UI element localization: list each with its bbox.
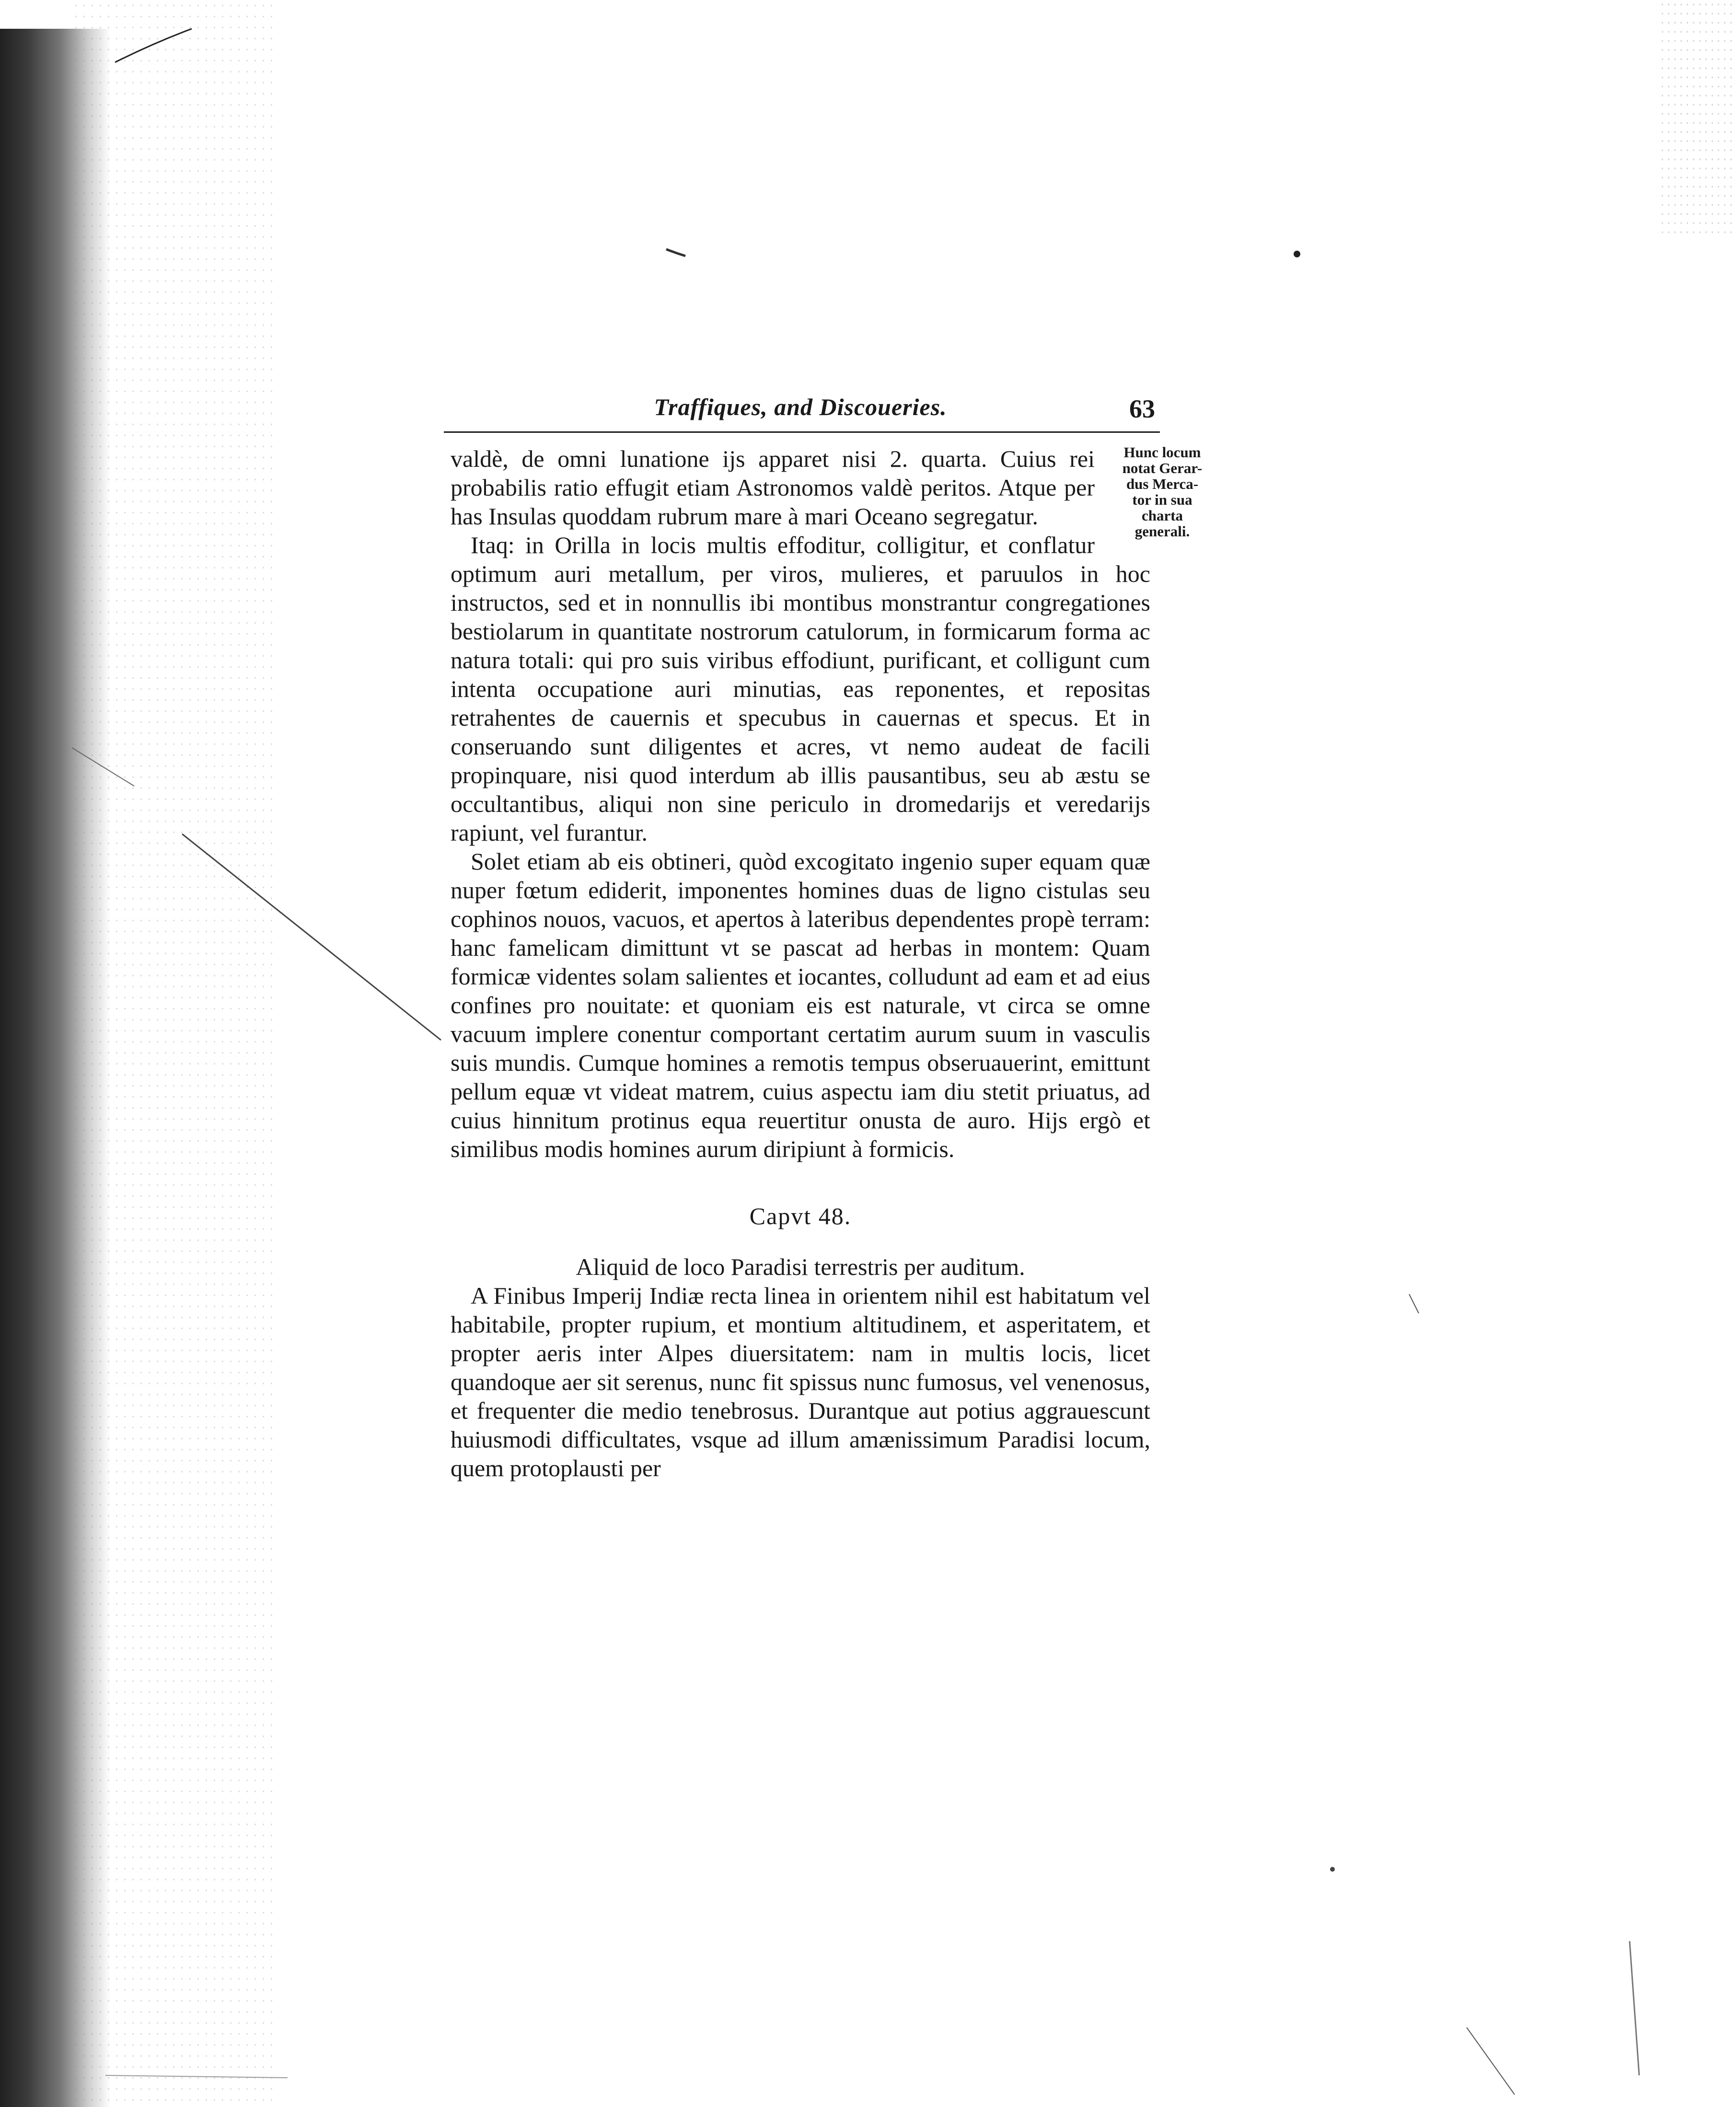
chapter-subheading: Aliquid de loco Paradisi terrestris per auditum. — [576, 1253, 1025, 1280]
running-head — [451, 393, 1155, 431]
running-title: Traffiques, and Discoueries. — [654, 394, 947, 420]
pen-squiggle-mark — [666, 249, 685, 256]
marginal-note: Hunc locum notat Gerar- dus Merca- tor in sua charta generali. — [1122, 444, 1203, 540]
book-page — [451, 393, 1203, 1482]
right-edge-fold-line — [1630, 1941, 1639, 2075]
ink-dot-mark — [1294, 251, 1300, 257]
bottom-edge-line — [105, 2075, 288, 2078]
header-rule — [444, 431, 1160, 433]
corner-curve-mark — [115, 29, 192, 62]
diagonal-crease-line — [182, 834, 441, 1040]
body-text — [451, 444, 1203, 1482]
crease-line-bottom-right — [1467, 2027, 1515, 2095]
paragraph-2: Itaq: in Orilla in locis multis effoditur, colligitur, et conflatur optimum auri metallum, per viros, mulieres, et paruulos in hoc instructos, sed et in nonnullis ibi montibus monstrantur congregationes bestiolarum in quantitate nostrorum catulorum, in formicarum forma ac natura totali: qui pro suis viribus effodiunt, purificant, et colligunt cum intenta occupatione auri minutias, eas reponentes, et repositas retrahentes de cauernis et specubus in cauernas et specus. Et in conseruando sunt diligentes et acres, vt nemo audeat de facili propinquare, nisi quod interdum ab illis pausantibus, seu ab æstu se occultantibus, aliqui non sine periculo in dromedarijs et veredarijs rapiunt, vel furantur. — [451, 532, 1150, 846]
chapter-heading: Capvt 48. — [749, 1203, 852, 1229]
crease-line-right — [1409, 1294, 1419, 1313]
paragraph-3: Solet etiam ab eis obtineri, quòd excogitato ingenio super equam quæ nuper fœtum ediderit, imponentes homines duas de ligno cistulas seu cophinos nouos, vacuos, et apertos à lateribus dependentes propè terram: hanc famelicam dimittunt vt se pascat ad herbas in montem: Quam formicæ videntes solam salientes et iocantes, colludunt ad eam et ad eius confines pro nouitate: et quoniam eis est naturale, vt circa se omne vacuum implere conentur comportant certatim aurum suum in vasculis suis mundis. Cumque homines a remotis tempus obseruauerint, emittunt pellum equæ vt videat matrem, cuius aspectu iam diu stetit priuatus, ad cuius hinnitum protinus equa reuertitur onusta de auro. Hijs ergò et similibus modis homines aurum diripiunt à formicis. — [451, 848, 1150, 1162]
paragraph-1: valdè, de omni lunatione ijs apparet nisi 2. quarta. Cuius rei probabilis ratio effugit etiam Astronomos valdè peritos. Atque per has Insulas quoddam rubrum mare à mari Oceano segregatur. — [451, 445, 1095, 530]
ink-dot-mark-2 — [1330, 1867, 1335, 1872]
page-number: 63 — [1129, 394, 1155, 423]
crease-line-small — [72, 748, 134, 786]
chapter-text: A Finibus Imperij Indiæ recta linea in orientem nihil est habitatum vel habitabile, propter rupium, et montium altitudinem, et asperitatem, et propter aeris inter Alpes diuersitatem: nam in multis locis, licet quandoque aer sit serenus, nunc fit spissus nunc fumosus, vel venenosus, et frequenter die medio tenebrosus. Durantque aut potius aggrauescunt huiusmodi difficultates, vsque ad illum amænissimum Paradisi locum, quem protoplausti per — [451, 1282, 1150, 1482]
